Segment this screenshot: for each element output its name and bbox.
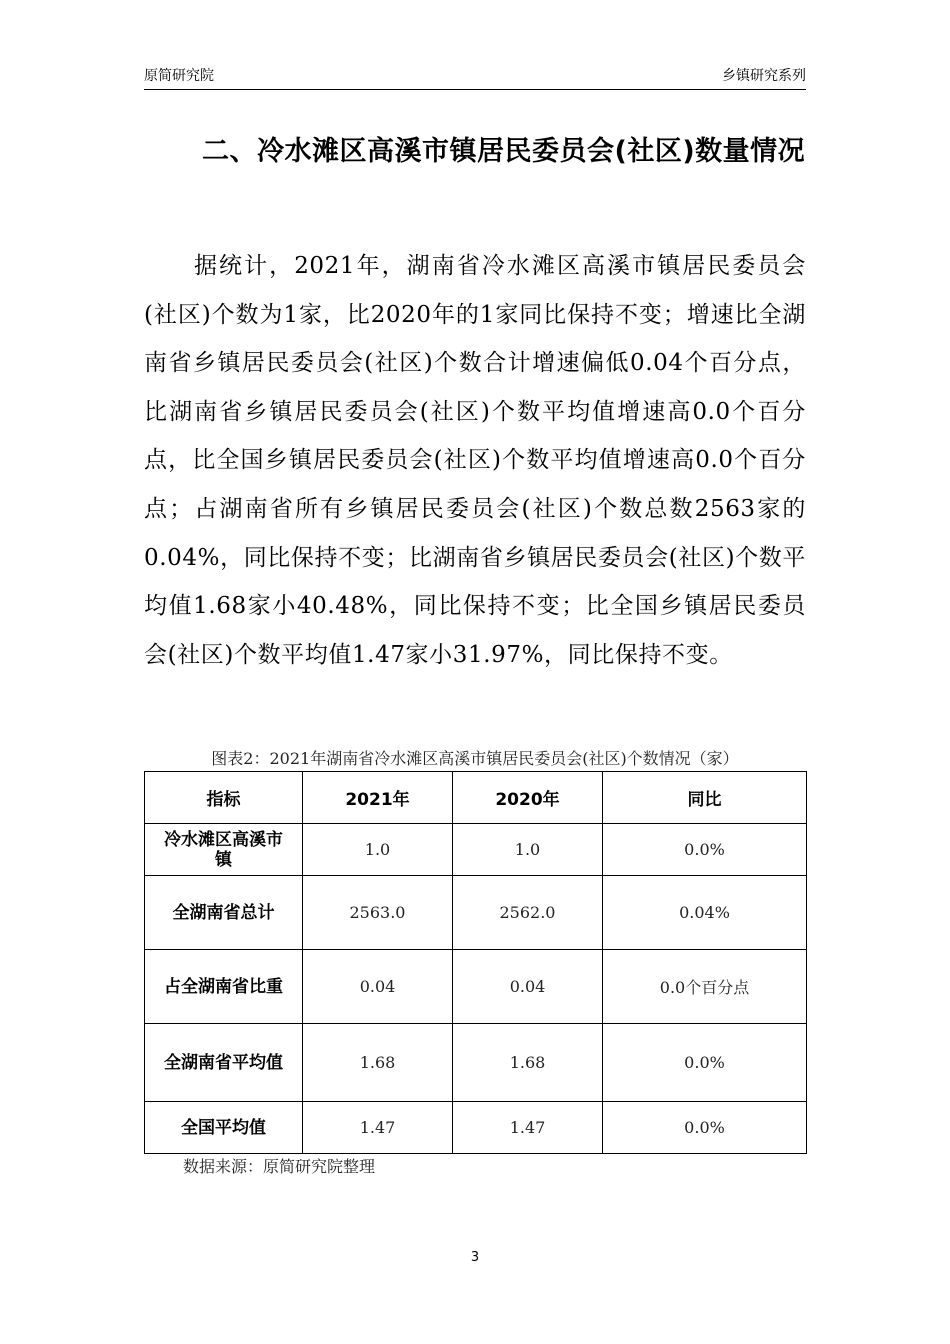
table-cell: 0.0个百分点	[603, 950, 807, 1024]
table-header-row	[145, 772, 807, 824]
table-row	[145, 876, 807, 950]
table-row	[145, 824, 807, 876]
table-caption: 图表2：2021年湖南省冷水滩区高溪市镇居民委员会(社区)个数情况（家）	[211, 749, 739, 768]
table-header-cell: 2020年	[453, 772, 603, 824]
table-cell: 0.0%	[603, 1102, 807, 1154]
data-source-note: 数据来源：原简研究院整理	[183, 1157, 376, 1176]
table-row	[145, 1102, 807, 1154]
header-left-text: 原简研究院	[144, 68, 214, 84]
header-right-text: 乡镇研究系列	[722, 68, 806, 84]
table-cell: 0.04	[303, 950, 453, 1024]
header-divider	[144, 89, 806, 90]
table-cell: 0.04	[453, 950, 603, 1024]
table-header-cell: 指标	[145, 772, 303, 824]
data-table	[144, 771, 807, 1154]
section-heading: 二、冷水滩区高溪市镇居民委员会(社区)数量情况	[202, 136, 806, 167]
table-cell: 1.68	[453, 1024, 603, 1102]
row-label: 全国平均值	[145, 1102, 303, 1154]
row-label: 全湖南省总计	[145, 876, 303, 950]
table-cell: 0.04%	[603, 876, 807, 950]
table-cell: 1.68	[303, 1024, 453, 1102]
row-label: 全湖南省平均值	[145, 1024, 303, 1102]
table-row	[145, 950, 807, 1024]
table-cell: 1.0	[453, 824, 603, 876]
table-cell: 0.0%	[603, 824, 807, 876]
row-label: 冷水滩区高溪市镇	[145, 824, 303, 876]
table-cell: 1.47	[303, 1102, 453, 1154]
row-label: 占全湖南省比重	[145, 950, 303, 1024]
table-cell: 1.0	[303, 824, 453, 876]
table-row	[145, 1024, 807, 1102]
table-header-cell: 同比	[603, 772, 807, 824]
page-number: 3	[470, 1250, 480, 1265]
table-cell: 2562.0	[453, 876, 603, 950]
body-paragraph: 据统计，2021年，湖南省冷水滩区高溪市镇居民委员会(社区)个数为1家，比2020年的1家同比保持不变；增速比全湖南省乡镇居民委员会(社区)个数合计增速偏低0.04个百分点，比湖南省乡镇居民委员会(社区)个数平均值增速高0.0个百分点，比全国乡镇居民委员会(社区)个数平均值增速高0.0个百分点；占湖南省所有乡镇居民委员会(社区)个数总数2563家的0.04%，同比保持不变；比湖南省乡镇居民委员会(社区)个数平均值1.68家小40.48%，同比保持不变；比全国乡镇居民委员会(社区)个数平均值1.47家小31.97%，同比保持不变。	[144, 253, 806, 668]
table-cell: 2563.0	[303, 876, 453, 950]
table-cell: 1.47	[453, 1102, 603, 1154]
table-cell: 0.0%	[603, 1024, 807, 1102]
table-header-cell: 2021年	[303, 772, 453, 824]
